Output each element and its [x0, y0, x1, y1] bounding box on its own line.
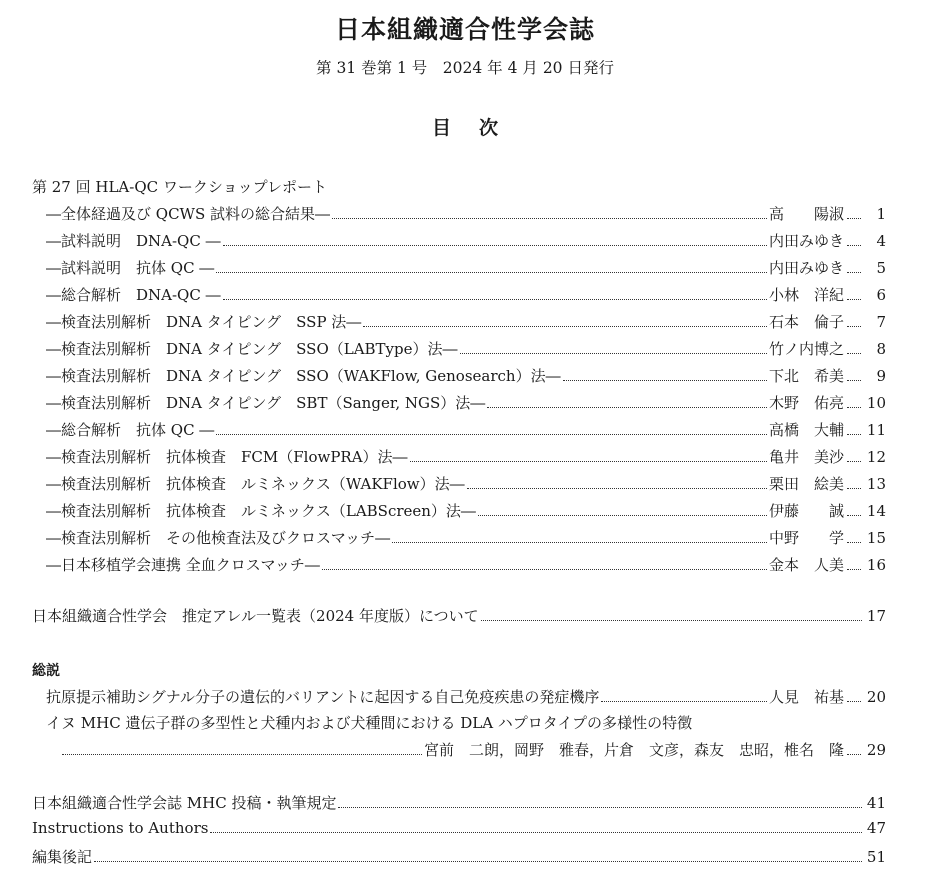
toc-entry-allele-table[interactable] [32, 605, 886, 629]
entry-page: 15 [866, 529, 886, 547]
issue-info: 第 31 巻第 1 号 2024 年 4 月 20 日発行 [316, 59, 614, 77]
entry-author: 栗田 絵美 [768, 475, 844, 493]
dot-leader [322, 569, 767, 570]
toc-entry[interactable] [46, 230, 886, 254]
entry-title: ―検査法別解析 DNA タイピング SSO（LABType）法― [46, 340, 458, 358]
entry-title: ―検査法別解析 その他検査法及びクロスマッチ― [46, 529, 391, 547]
dot-leader [847, 272, 861, 273]
entry-author: 中野 学 [768, 529, 844, 547]
entry-title: ―全体経過及び QCWS 試料の総合結果― [46, 205, 331, 223]
entry-author: 亀井 美沙 [768, 448, 844, 466]
dot-leader [478, 515, 767, 516]
toc-entry[interactable] [46, 500, 886, 524]
entry-page: 41 [866, 794, 886, 812]
entry-author: 宮前 二朗，岡野 雅春，片倉 文彦，森友 忠昭，椎名 隆 [423, 741, 844, 759]
entry-page: 47 [866, 819, 886, 837]
dot-leader [847, 407, 861, 408]
dot-leader [223, 245, 767, 246]
dot-leader [363, 326, 767, 327]
entry-title: ―日本移植学会連携 全血クロスマッチ― [46, 556, 320, 574]
dot-leader [210, 832, 862, 833]
dot-leader [223, 299, 767, 300]
entry-page: 8 [876, 340, 886, 358]
entry-title: ―検査法別解析 DNA タイピング SSO（WAKFlow, Genosearch）法― [46, 367, 561, 385]
entry-title: 抗原提示補助シグナル分子の遺伝的バリアントに起因する自己免疫疾患の発症機序 [46, 688, 600, 706]
entry-title: Instructions to Authors [32, 819, 209, 837]
dot-leader [847, 542, 861, 543]
entry-title: ―総合解析 DNA-QC ― [46, 286, 221, 304]
toc-entry[interactable] [46, 446, 886, 470]
contents-heading: 目次 [431, 117, 526, 139]
dot-leader [216, 272, 767, 273]
dot-leader [332, 218, 767, 219]
entry-title: ―試料説明 抗体 QC ― [46, 259, 215, 277]
entry-author: 石本 倫子 [768, 313, 844, 331]
entry-page: 4 [876, 232, 886, 250]
toc-entry[interactable] [46, 419, 886, 443]
entry-page: 13 [866, 475, 886, 493]
dot-leader [338, 807, 862, 808]
entry-page: 29 [866, 741, 886, 759]
dot-leader [847, 218, 861, 219]
entry-author: 木野 佑亮 [768, 394, 844, 412]
entry-page: 10 [866, 394, 886, 412]
dot-leader [847, 488, 861, 489]
entry-title: ―総合解析 抗体 QC ― [46, 421, 215, 439]
entry-author: 下北 希美 [768, 367, 844, 385]
entry-page: 12 [866, 448, 886, 466]
dot-leader [62, 754, 422, 755]
dot-leader [460, 353, 767, 354]
entry-page: 5 [876, 259, 886, 277]
dot-leader [847, 515, 861, 516]
entry-author: 内田みゆき [768, 259, 844, 277]
entry-title: ―試料説明 DNA-QC ― [46, 232, 221, 250]
entry-title: ―検査法別解析 抗体検査 FCM（FlowPRA）法― [46, 448, 408, 466]
entry-author: 伊藤 誠 [768, 502, 844, 520]
toc-entry-submission-rules[interactable] [32, 792, 886, 816]
entry-page: 11 [866, 421, 886, 439]
toc-entry[interactable] [46, 284, 886, 308]
entry-author: 高橋 大輔 [768, 421, 844, 439]
journal-title: 日本組織適合性学会誌 [334, 15, 595, 44]
toc-entry[interactable] [46, 554, 886, 578]
entry-page: 7 [876, 313, 886, 331]
toc-entry-editorial[interactable] [32, 846, 886, 870]
entry-title: ―検査法別解析 DNA タイピング SSP 法― [46, 313, 362, 331]
entry-author: 人見 祐基 [768, 688, 844, 706]
dot-leader [847, 353, 861, 354]
dot-leader [94, 861, 862, 862]
dot-leader [467, 488, 767, 489]
entry-author: 小林 洋紀 [768, 286, 844, 304]
toc-entry[interactable] [46, 338, 886, 362]
entry-author: 内田みゆき [768, 232, 844, 250]
dot-leader [847, 380, 861, 381]
review-section-title: 総説 [32, 663, 60, 679]
toc-entry[interactable] [46, 365, 886, 389]
entry-page: 14 [866, 502, 886, 520]
entry-page: 1 [876, 205, 886, 223]
entry-page: 51 [866, 848, 886, 866]
dot-leader [847, 326, 861, 327]
toc-entry[interactable] [46, 392, 886, 416]
dot-leader [481, 620, 862, 621]
entry-title: 日本組織適合性学会 推定アレル一覧表（2024 年度版）について [32, 607, 479, 625]
entry-page: 9 [876, 367, 886, 385]
toc-entry-review-1[interactable] [46, 686, 886, 710]
toc-entry[interactable] [46, 527, 886, 551]
dot-leader [847, 461, 861, 462]
review-2-title[interactable]: イヌ MHC 遺伝子群の多型性と犬種内および犬種間における DLA ハプロタイプの多様性の特徴 [46, 714, 693, 732]
entry-title: ―検査法別解析 抗体検査 ルミネックス（LABScreen）法― [46, 502, 476, 520]
dot-leader [847, 245, 861, 246]
toc-entry[interactable] [46, 311, 886, 335]
workshop-section-title: 第 27 回 HLA-QC ワークショップレポート [32, 178, 327, 196]
dot-leader [216, 434, 767, 435]
entry-title: 編集後記 [32, 848, 93, 866]
dot-leader [392, 542, 767, 543]
dot-leader [563, 380, 767, 381]
dot-leader [847, 299, 861, 300]
dot-leader [847, 569, 861, 570]
entry-author: 高 陽淑 [768, 205, 844, 223]
dot-leader [847, 701, 861, 702]
toc-entry-review-2[interactable] [60, 739, 886, 763]
toc-entry[interactable] [46, 473, 886, 497]
entry-title: ―検査法別解析 DNA タイピング SBT（Sanger, NGS）法― [46, 394, 486, 412]
dot-leader [847, 434, 861, 435]
toc-entry[interactable] [46, 203, 886, 227]
entry-title: 日本組織適合性学会誌 MHC 投稿・執筆規定 [32, 794, 337, 812]
dot-leader [847, 754, 861, 755]
entry-author: 竹ノ内博之 [768, 340, 844, 358]
entry-page: 6 [876, 286, 886, 304]
dot-leader [487, 407, 767, 408]
entry-title: ―検査法別解析 抗体検査 ルミネックス（WAKFlow）法― [46, 475, 465, 493]
toc-entry-instructions[interactable] [32, 819, 886, 843]
entry-author: 金本 人美 [768, 556, 844, 574]
entry-page: 16 [866, 556, 886, 574]
entry-page: 17 [866, 607, 886, 625]
dot-leader [601, 701, 767, 702]
entry-page: 20 [866, 688, 886, 706]
dot-leader [410, 461, 767, 462]
toc-entry[interactable] [46, 257, 886, 281]
